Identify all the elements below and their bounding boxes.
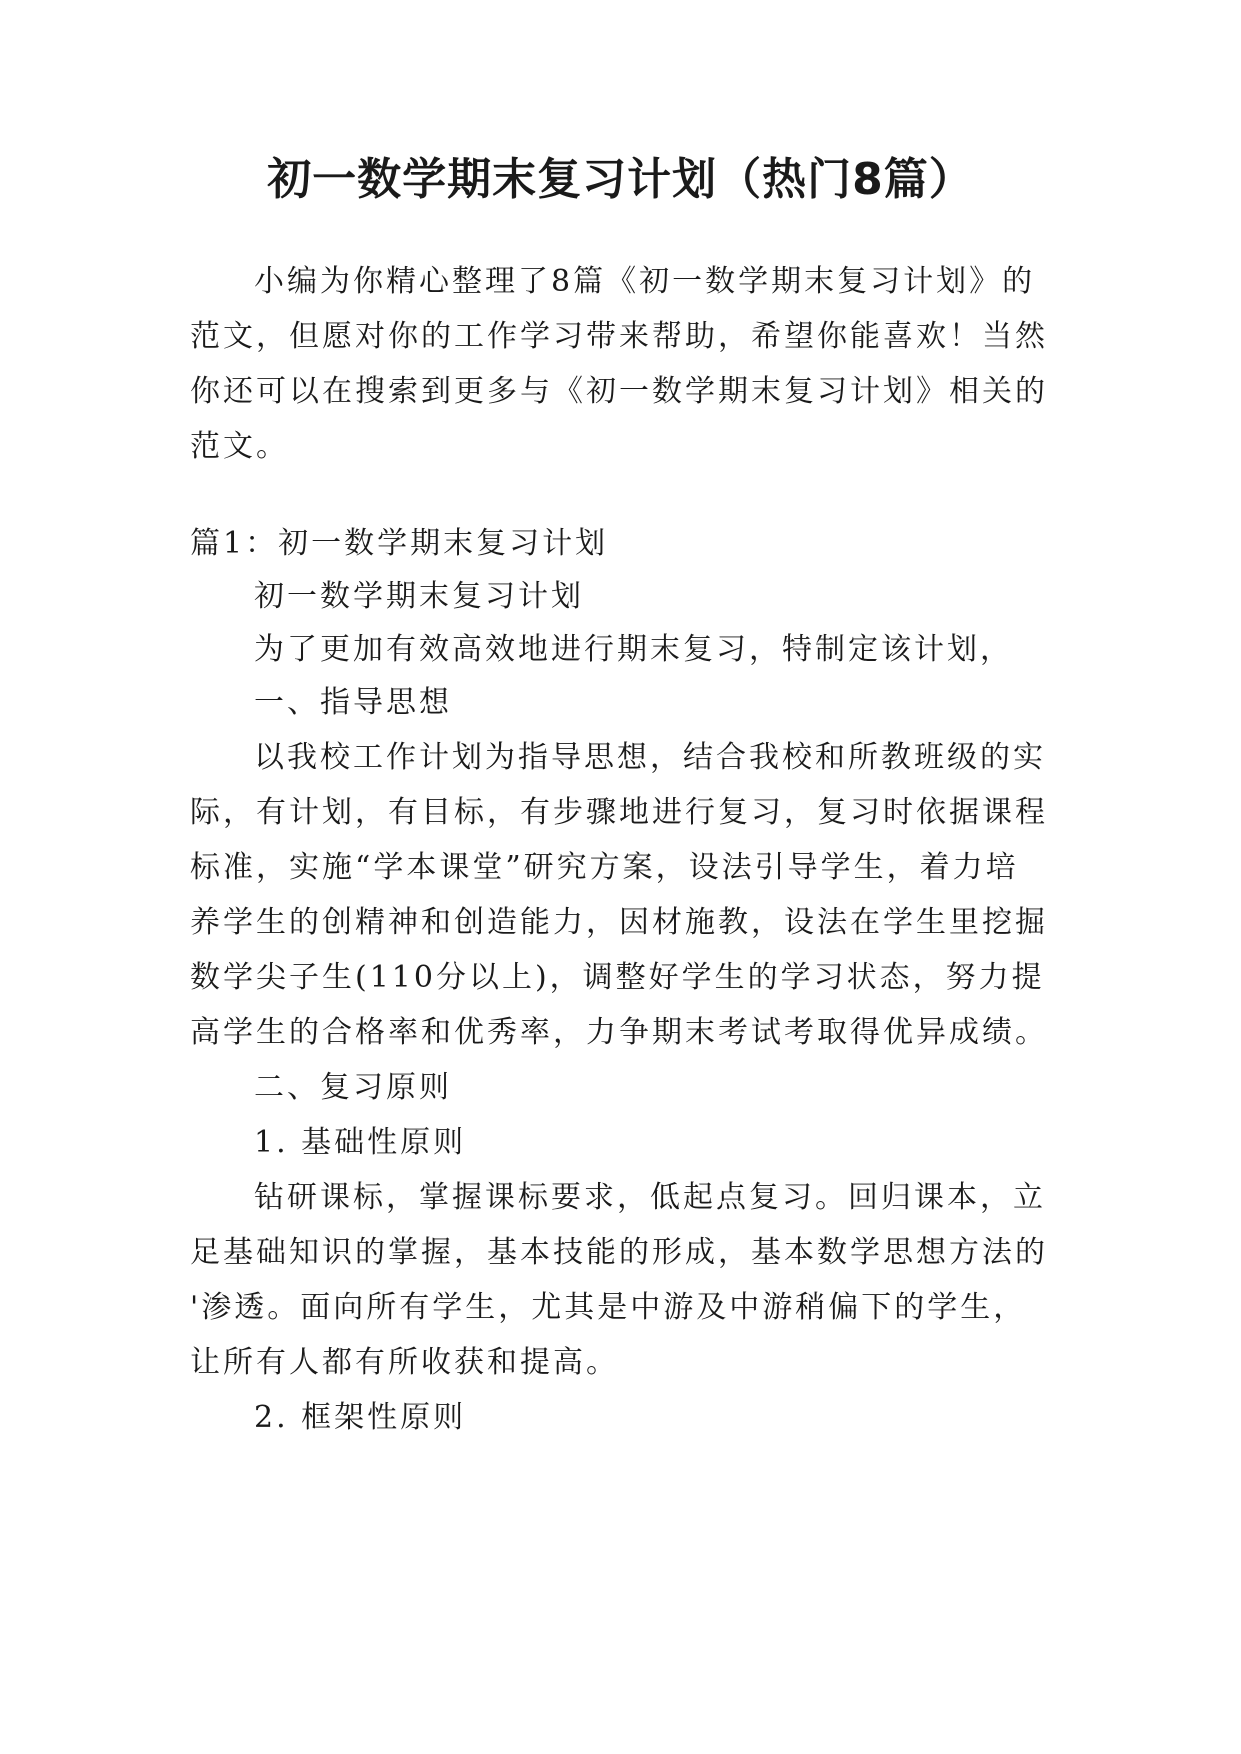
paragraph-line: 钻研课标，掌握课标要求，低起点复习。回归课本，立 (254, 1180, 1046, 1215)
section-heading: 篇1：初一数学期末复习计划 (190, 526, 609, 561)
paragraph-line: 让所有人都有所收获和提高。 (190, 1345, 619, 1380)
intro-line-3: 你还可以在搜索到更多与《初一数学期末复习计划》相关的 (190, 374, 1048, 409)
principle-heading-1: 1. 基础性原则 (254, 1125, 467, 1160)
paragraph-line: 足基础知识的掌握，基本技能的形成，基本数学思想方法的 (190, 1235, 1048, 1270)
paragraph-line: '渗透。面向所有学生，尤其是中游及中游稍偏下的学生， (190, 1290, 1027, 1325)
principle-heading-2: 2. 框架性原则 (254, 1400, 467, 1435)
document-title: 初一数学期末复习计划（热门8篇） (267, 154, 974, 205)
paragraph-line: 养学生的创精神和创造能力，因材施教，设法在学生里挖掘 (190, 905, 1048, 940)
plan-title: 初一数学期末复习计划 (254, 579, 584, 614)
intro-line-2: 范文，但愿对你的工作学习带来帮助，希望你能喜欢！当然 (190, 319, 1048, 354)
subheading-review-principles: 二、复习原则 (254, 1070, 452, 1105)
paragraph-line: 以我校工作计划为指导思想，结合我校和所教班级的实 (254, 740, 1046, 775)
paragraph-line: 际，有计划，有目标，有步骤地进行复习，复习时依据课程 (190, 795, 1048, 830)
paragraph-line: 数学尖子生(110分以上)，调整好学生的学习状态，努力提 (190, 960, 1045, 995)
subheading-guiding-thought: 一、指导思想 (254, 685, 452, 720)
paragraph-line: 标准，实施“学本课堂”研究方案，设法引导学生，着力培 (190, 850, 1019, 885)
paragraph-line: 高学生的合格率和优秀率，力争期末考试考取得优异成绩。 (190, 1015, 1048, 1050)
paragraph-line: 为了更加有效高效地进行期末复习，特制定该计划， (254, 632, 1013, 667)
intro-line-1: 小编为你精心整理了8篇《初一数学期末复习计划》的 (254, 264, 1036, 299)
intro-line-4: 范文。 (190, 429, 289, 464)
